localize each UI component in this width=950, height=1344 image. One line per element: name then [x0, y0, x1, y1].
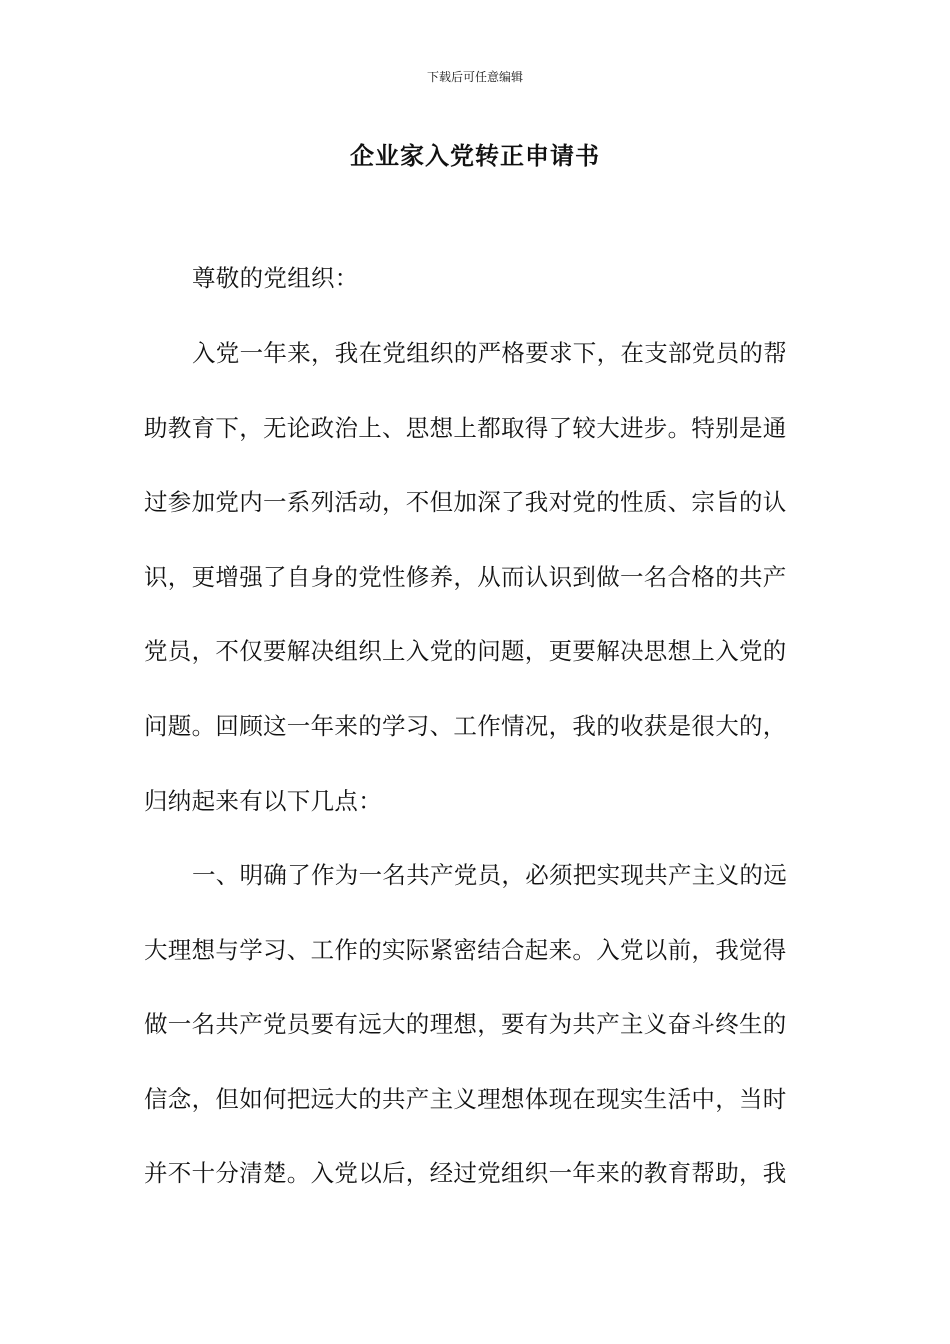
paragraph-line: 党员，不仅要解决组织上入党的问题，更要解决思想上入党的	[144, 637, 787, 666]
paragraph-line: 过参加党内一系列活动，不但加深了我对党的性质、宗旨的认	[144, 488, 787, 517]
paragraph-line: 信念，但如何把远大的共产主义理想体现在现实生活中，当时	[144, 1084, 787, 1113]
header-note: 下载后可任意编辑	[426, 70, 523, 84]
paragraph-line: 做一名共产党员要有远大的理想，要有为共产主义奋斗终生的	[144, 1010, 787, 1039]
paragraph-line: 大理想与学习、工作的实际紧密结合起来。入党以前，我觉得	[144, 935, 787, 964]
paragraph-line: 入党一年来，我在党组织的严格要求下，在支部党员的帮	[192, 339, 787, 367]
paragraph-line: 识，更增强了自身的党性修养，从而认识到做一名合格的共产	[144, 562, 787, 591]
paragraph-line: 一、明确了作为一名共产党员，必须把实现共产主义的远	[192, 861, 787, 889]
paragraph-line: 并不十分清楚。入党以后，经过党组织一年来的教育帮助，我	[144, 1159, 787, 1188]
paragraph-line: 问题。回顾这一年来的学习、工作情况，我的收获是很大的，	[144, 711, 787, 740]
paragraph-2	[144, 838, 806, 1211]
salutation	[144, 241, 806, 316]
document-title: 企业家入党转正申请书	[350, 141, 600, 170]
salutation-line: 尊敬的党组织：	[192, 264, 359, 292]
paragraph-line: 助教育下，无论政治上、思想上都取得了较大进步。特别是通	[144, 413, 787, 442]
paragraph-1	[144, 316, 806, 838]
paragraph-line: 归纳起来有以下几点：	[144, 786, 382, 815]
